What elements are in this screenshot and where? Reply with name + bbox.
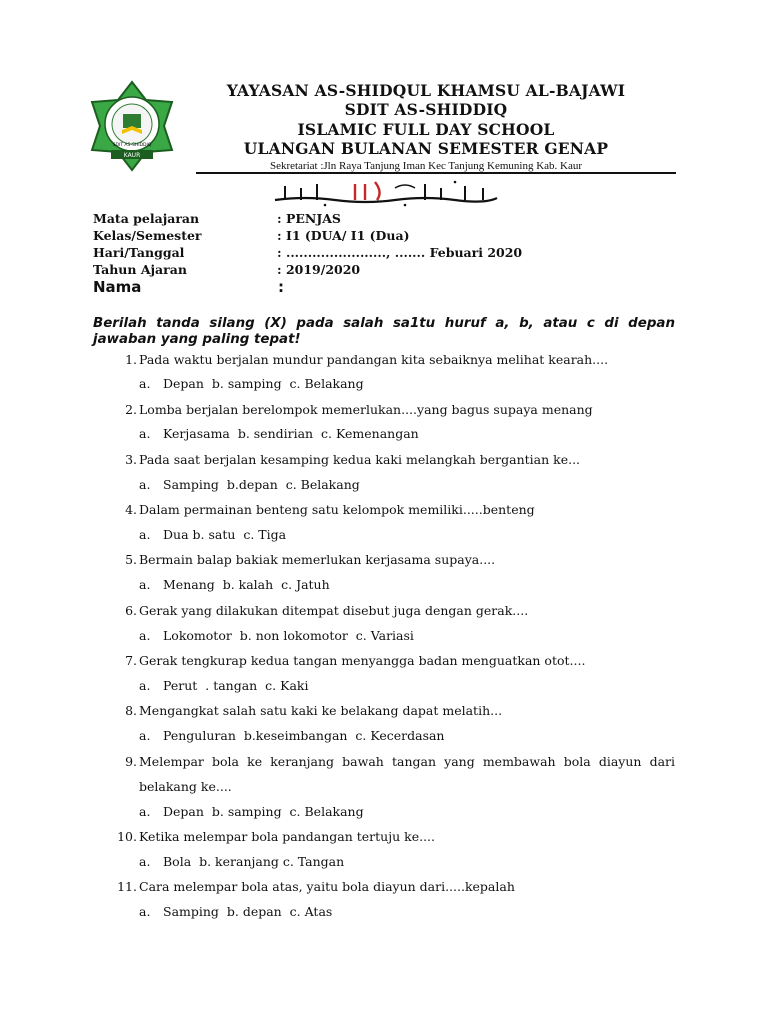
option-letter: a. <box>139 904 151 919</box>
option-text: Perut . tangan c. Kaki <box>163 678 309 693</box>
option-letter: a. <box>139 527 151 542</box>
option-text: Bola b. keranjang c. Tangan <box>163 854 345 869</box>
meta-label: Mata pelajaran <box>93 211 200 226</box>
option-text: Depan b. samping c. Belakang <box>163 376 364 391</box>
question-number: 4. <box>125 502 137 517</box>
logo-ribbon-text: KAUR <box>123 152 141 159</box>
answer-options <box>139 854 344 870</box>
question-number: 7. <box>125 653 137 668</box>
option-text: Samping b. depan c. Atas <box>163 904 333 919</box>
instruction: Berilah tanda silang (X) pada salah sa1tu huruf a, b, atau c di depan jawaban yang paling tepat! <box>93 316 675 347</box>
header-exam-title: ULANGAN BULANAN SEMESTER GENAP <box>243 139 609 158</box>
option-letter: a. <box>139 376 151 391</box>
answer-options <box>139 678 308 694</box>
option-text: Kerjasama b. sendirian c. Kemenangan <box>163 426 419 441</box>
option-text: Samping b.depan c. Belakang <box>163 477 360 492</box>
question-text: Melempar bola ke keranjang bawah tangan yang membawah bola diayun dari belakang ke.... <box>139 754 675 794</box>
option-letter: a. <box>139 628 151 643</box>
option-text: Lokomotor b. non lokomotor c. Variasi <box>163 628 414 643</box>
question-number: 8. <box>125 703 137 718</box>
question-text: Cara melempar bola atas, yaitu bola diayun dari.....kepalah <box>139 879 515 894</box>
answer-options <box>139 904 332 920</box>
option-letter: a. <box>139 804 151 819</box>
question-text: Gerak yang dilakukan ditempat disebut juga dengan gerak.... <box>139 603 529 618</box>
meta-label: Tahun Ajaran <box>93 262 187 277</box>
question-number: 5. <box>125 552 137 567</box>
name-colon: : <box>278 278 284 296</box>
logo-bottom-text: SDIT AS-SHIDDIQ <box>112 143 152 148</box>
answer-options <box>139 804 364 820</box>
question-number: 6. <box>125 603 137 618</box>
answer-options <box>139 426 419 442</box>
meta-value: : I1 (DUA/ I1 (Dua) <box>277 228 410 243</box>
question-text: Pada saat berjalan kesamping kedua kaki melangkah bergantian ke... <box>139 452 581 467</box>
question-text: Dalam permainan benteng satu kelompok memiliki.....benteng <box>139 502 535 517</box>
meta-label: Hari/Tanggal <box>93 245 185 260</box>
option-letter: a. <box>139 426 151 441</box>
option-letter: a. <box>139 477 151 492</box>
question-text: Mengangkat salah satu kaki ke belakang dapat melatih... <box>139 703 503 718</box>
question-number: 10. <box>117 829 137 844</box>
question-number: 1. <box>125 352 137 367</box>
name-label: Nama <box>93 278 142 296</box>
school-crest-logo <box>86 80 178 172</box>
answer-options <box>139 628 414 644</box>
answer-options <box>139 728 444 744</box>
answer-options <box>139 477 360 493</box>
question-text: Ketika melempar bola pandangan tertuju ke.... <box>139 829 435 844</box>
question-text: Gerak tengkurap kedua tangan menyangga badan menguatkan otot.... <box>139 653 586 668</box>
option-letter: a. <box>139 728 151 743</box>
meta-value: : ......................., ....... Febuari 2020 <box>277 245 523 260</box>
question-number: 11. <box>117 879 137 894</box>
question-number: 3. <box>125 452 137 467</box>
question-text: Bermain balap bakiak memerlukan kerjasama supaya.... <box>139 552 496 567</box>
answer-options <box>139 527 286 543</box>
option-letter: a. <box>139 678 151 693</box>
answer-options <box>139 577 330 593</box>
question-number: 2. <box>125 402 137 417</box>
header-program: ISLAMIC FULL DAY SCHOOL <box>297 120 555 139</box>
meta-label: Kelas/Semester <box>93 228 202 243</box>
meta-value: : 2019/2020 <box>277 262 361 277</box>
header-address: Sekretariat :Jln Raya Tanjung Iman Kec Tanjung Kemuning Kab. Kaur <box>269 160 583 172</box>
question-text: Lomba berjalan berelompok memerlukan....yang bagus supaya menang <box>139 402 593 417</box>
basmala-calligraphy <box>265 178 505 208</box>
option-text: Dua b. satu c. Tiga <box>163 527 287 542</box>
option-text: Depan b. samping c. Belakang <box>163 804 364 819</box>
meta-value: : PENJAS <box>277 211 341 226</box>
header-school: SDIT AS-SHIDDIQ <box>344 100 508 119</box>
question-text: Pada waktu berjalan mundur pandangan kita sebaiknya melihat kearah.... <box>139 352 609 367</box>
question-number: 9. <box>125 754 137 769</box>
header-foundation: YAYASAN AS-SHIDQUL KHAMSU AL-BAJAWI <box>226 81 626 100</box>
option-text: Menang b. kalah c. Jatuh <box>163 577 330 592</box>
answer-options <box>139 376 364 392</box>
header-rule <box>196 172 676 174</box>
option-letter: a. <box>139 854 151 869</box>
option-text: Penguluran b.keseimbangan c. Kecerdasan <box>163 728 445 743</box>
option-letter: a. <box>139 577 151 592</box>
